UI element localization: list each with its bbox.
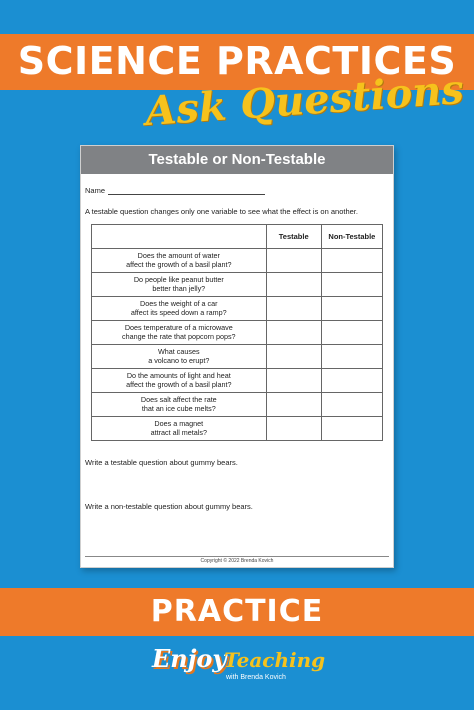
table-row: [92, 393, 383, 417]
testable-cell: [266, 393, 321, 417]
question-cell: [92, 345, 267, 369]
question-cell: [92, 369, 267, 393]
testable-cell: [266, 273, 321, 297]
table-row: [92, 321, 383, 345]
testable-cell: [266, 297, 321, 321]
table-row: [92, 249, 383, 273]
column-header-question: [92, 225, 267, 249]
main-title: SCIENCE PRACTICES: [17, 39, 457, 83]
non-testable-cell: [321, 393, 382, 417]
name-line: [108, 186, 265, 195]
worksheet: [80, 145, 394, 568]
non-testable-cell: [321, 345, 382, 369]
question-text: Does the amount of water affect the growth of a basil plant?: [126, 251, 232, 269]
non-testable-cell: [321, 249, 382, 273]
table-header-row: [92, 225, 383, 249]
copyright: Copyright © 2022 Brenda Kovich: [200, 558, 274, 564]
question-text: Do people like peanut butter better than jelly?: [133, 275, 224, 293]
question-cell: [92, 297, 267, 321]
column-header-testable: Testable: [266, 225, 321, 249]
question-cell: [92, 249, 267, 273]
logo-word-teaching: Teaching: [224, 648, 326, 672]
column-header-non-testable: Non-Testable: [321, 225, 382, 249]
non-testable-cell: [321, 417, 382, 441]
testable-cell: [266, 417, 321, 441]
question-cell: [92, 273, 267, 297]
worksheet-title: Testable or Non-Testable: [81, 146, 393, 174]
question-text: Does temperature of a microwave change the rate that popcorn pops?: [122, 323, 236, 341]
instructions: A testable question changes only one variable to see what the effect is on another.: [85, 207, 358, 216]
question-text: What causes a volcano to erupt?: [148, 347, 210, 365]
testable-cell: [266, 369, 321, 393]
question-cell: [92, 393, 267, 417]
question-text: Does a magnet attract all metals?: [150, 419, 207, 437]
table-row: [92, 417, 383, 441]
name-row: [85, 186, 265, 195]
logo-author: with Brenda Kovich: [226, 674, 286, 681]
non-testable-cell: [321, 273, 382, 297]
bottom-label: PRACTICE: [150, 594, 324, 629]
name-label: Name: [85, 186, 106, 195]
footer-divider: [85, 556, 389, 557]
question-table: [91, 224, 383, 441]
subtitle: Ask Questions: [143, 65, 466, 136]
table-row: [92, 369, 383, 393]
testable-cell: [266, 345, 321, 369]
question-text: Does the weight of a car affect its speed down a ramp?: [130, 299, 227, 317]
testable-cell: [266, 249, 321, 273]
testable-cell: [266, 321, 321, 345]
question-text: Does salt affect the rate that an ice cube melts?: [140, 395, 217, 413]
prompt-testable: Write a testable question about gummy bears.: [85, 458, 238, 467]
non-testable-cell: [321, 297, 382, 321]
question-text: Do the amounts of light and heat affect the growth of a basil plant?: [126, 371, 232, 389]
table-row: [92, 345, 383, 369]
non-testable-cell: [321, 321, 382, 345]
question-cell: [92, 321, 267, 345]
question-cell: [92, 417, 267, 441]
logo-word-enjoy: Enjoy: [152, 644, 227, 673]
enjoy-teaching-logo: [152, 644, 326, 700]
table-row: [92, 273, 383, 297]
prompt-non-testable: Write a non-testable question about gummy bears.: [85, 502, 253, 511]
table-row: [92, 297, 383, 321]
non-testable-cell: [321, 369, 382, 393]
